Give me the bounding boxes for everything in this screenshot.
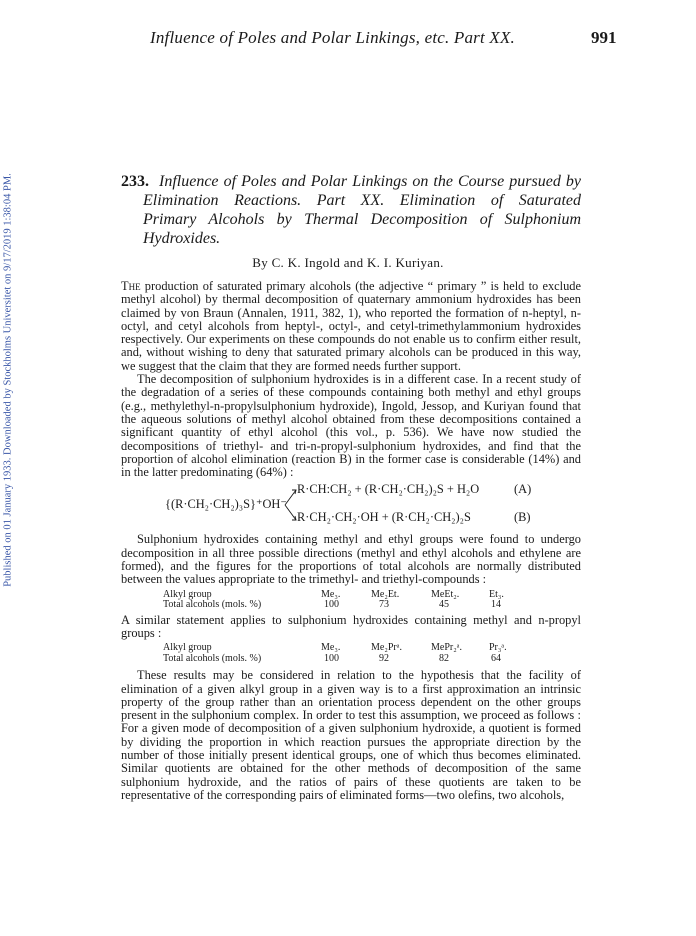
table-methyl-ethyl xyxy=(163,590,531,611)
article-body xyxy=(121,280,581,802)
running-head xyxy=(0,28,696,54)
byline: By C. K. Ingold and K. I. Kuriyan. xyxy=(252,255,444,270)
title-line-2: Elimination Reactions. Part XX. Elimination of Saturated xyxy=(143,192,581,209)
table-cell: Pr₃ᵃ. xyxy=(489,642,507,654)
paragraph-2: The decomposition of sulphonium hydroxides is in a different case. In a recent study of the degradation of a series of these compounds containing both methyl and ethyl groups (e.g., methylethyl-n-propylsulphonium hydroxide), Ingold, Jessop, and Kuriyan found that the aqueous solutions of methyl alcohol obtained from these decompositions contained a significant quantity of ethyl alcohol (this vol., p. 536). We have now studied the decompositions of triethyl- and tri-n-propyl-sulphonium hydroxides, and find that the proportion of alcohol elimination (reaction B) in the former case is considerable (14%) and in the latter predominating (64%) : xyxy=(121,372,581,480)
page-number: 991 xyxy=(591,28,617,47)
table-cell: 82 xyxy=(439,652,449,664)
paragraph-3: Sulphonium hydroxides containing methyl and ethyl groups were found to undergo decomposition in all three possible directions (methyl and ethyl alcohols and ethylene are formed), and the figures for the proportions of total alcohols are normally distributed between the values appropriate to the trimethyl- and triethyl-compounds : xyxy=(121,532,581,587)
equation-product-a: R·CH:CH₂ + (R·CH₂·CH₂)₂S + H₂O xyxy=(297,482,480,497)
running-head-title: Influence of Poles and Polar Linkings, etc. Part XX. xyxy=(150,28,515,47)
table-cell: 73 xyxy=(379,599,389,611)
branch-arrows-icon xyxy=(284,487,298,523)
table-cell: 100 xyxy=(324,652,339,664)
table-cell: Me₃. xyxy=(321,642,341,654)
download-watermark-text: Published on 01 January 1933. Downloaded by Stockholms Universitet on 9/17/2019 1:38:04 PM. xyxy=(2,173,14,587)
title-line-3: Primary Alcohols by Thermal Decomposition of Sulphonium xyxy=(143,211,581,228)
table-cell: 64 xyxy=(491,652,501,664)
table-cell: Me₃. xyxy=(321,588,341,600)
table-cell: MeEt₂. xyxy=(431,588,460,600)
paragraph-5: These results may be considered in relation to the hypothesis that the facility of elimination of a given alkyl group in a given way is to a first approximation an intrinsic property of the group rather than an orientation process dependent on the other groups present in the sulphonium complex. In order to test this assumption, we proceed as follows : For a given mode of decomposition of a given sulphonium hydroxide, a quotient is formed by dividing the proportion in which reaction pursues the appropriate direction by the number of those initially present identical groups, one of which thus becomes eliminated. Similar quotients are obtained for the other methods of decomposition of the same sulphonium hydroxide, and the ratios of pairs of these quotients are taken to be representative of the corresponding pairs of eliminated forms—two olefins, two alcohols, xyxy=(121,668,581,802)
article-number: 233. xyxy=(121,173,149,190)
title-line-1: 233. Influence of Poles and Polar Linkings on the Course pursued by xyxy=(121,173,581,190)
table-row-label: Total alcohols (mols. %) xyxy=(163,599,262,611)
table-cell: Me₂Prᵃ. xyxy=(371,642,402,654)
table-row-label: Alkyl group xyxy=(163,642,212,654)
table-cell: 100 xyxy=(324,599,339,611)
reaction-equation xyxy=(121,479,581,533)
equation-reactant: {(R·CH₂·CH₂)₃S}⁺OH⁻ xyxy=(165,497,287,512)
table-row-label: Alkyl group xyxy=(163,588,212,600)
table-cell: Me₂Et. xyxy=(371,588,400,600)
table-cell: 14 xyxy=(491,599,501,611)
table-methyl-propyl xyxy=(163,643,531,664)
table-cell: MePr₂ᵃ. xyxy=(431,642,462,654)
paragraph-4: A similar statement applies to sulphonium hydroxides containing methyl and n-propyl groups : xyxy=(121,612,581,640)
equation-label-b: (B) xyxy=(514,510,531,525)
article-title xyxy=(121,172,581,248)
paragraph-1-lead: The xyxy=(121,279,141,293)
paragraph-1: The production of saturated primary alcohols (the adjective “ primary ” is held to exclude methyl alcohol) by thermal decomposition of quaternary ammonium hydroxides has been claimed by von Braun (Annalen, 1911, 382, 1), who reported the formation of n-heptyl, n-octyl, and cetyl alcohols from heptyl-, octyl-, and cetyl-trimethylammonium hydroxides respectively. Our experiments on these compounds do not enable us to confirm either result, and, without wishing to deny that saturated primary alcohols can be produced in this way, we suggest that the claim that they are formed needs further support. xyxy=(121,279,581,373)
table-row-label: Total alcohols (mols. %) xyxy=(163,652,262,664)
equation-product-b: R·CH₂·CH₂·OH + (R·CH₂·CH₂)₂S xyxy=(297,510,471,525)
table-cell: Et₃. xyxy=(489,588,504,600)
title-line-4: Hydroxides. xyxy=(143,230,221,247)
table-cell: 45 xyxy=(439,599,449,611)
download-watermark xyxy=(0,150,16,610)
equation-label-a: (A) xyxy=(514,482,532,497)
table-cell: 92 xyxy=(379,652,389,664)
table-row xyxy=(163,600,531,611)
table-row xyxy=(163,654,531,665)
